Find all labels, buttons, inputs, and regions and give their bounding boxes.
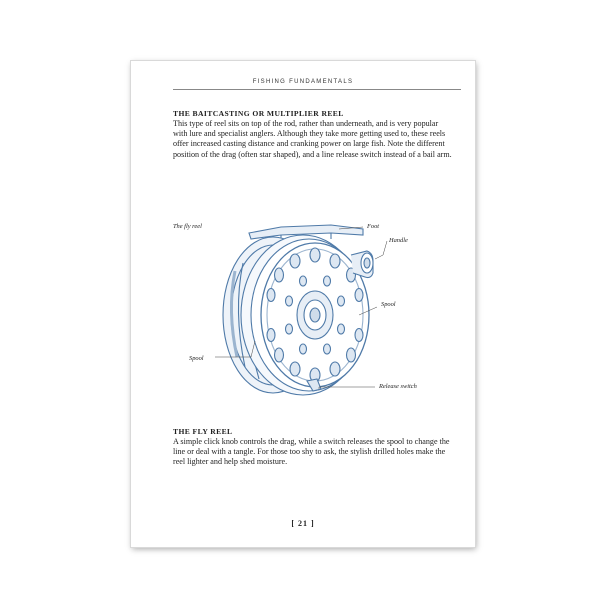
illustration-caption: The fly reel	[173, 223, 202, 230]
label-release-switch: Release switch	[379, 383, 417, 390]
reel-drawing	[131, 211, 475, 411]
label-spool-right: Spool	[381, 301, 396, 308]
running-head: FISHING FUNDAMENTALS	[252, 79, 354, 85]
label-spool-left: Spool	[189, 355, 204, 362]
header-rule	[173, 89, 461, 90]
label-handle: Handle	[389, 237, 408, 244]
fly-reel-section	[173, 427, 453, 468]
fly-reel-heading: THE FLY REEL	[173, 427, 233, 436]
label-foot: Foot	[367, 223, 380, 230]
baitcasting-body: This type of reel sits on top of the rod, rather than underneath, and is very popular with lure and specialist anglers. Although they take more getting used to, these reels offer increased casting distance and cranking power on large fish. Note the different position of the drag (often star shaped), and a line release switch instead of a bail arm.	[173, 119, 452, 159]
baitcasting-heading: THE BAITCASTING OR MULTIPLIER REEL	[173, 109, 344, 118]
fly-reel-illustration	[131, 211, 475, 411]
page-number: [ 21 ]	[291, 519, 315, 528]
baitcasting-section	[173, 109, 453, 160]
book-page	[131, 61, 475, 547]
fly-reel-body: A simple click knob controls the drag, while a switch releases the spool to change the line or deal with a tangle. For those too shy to ask, the stylish drilled holes make the reel lighter and help shed moisture.	[173, 437, 450, 467]
